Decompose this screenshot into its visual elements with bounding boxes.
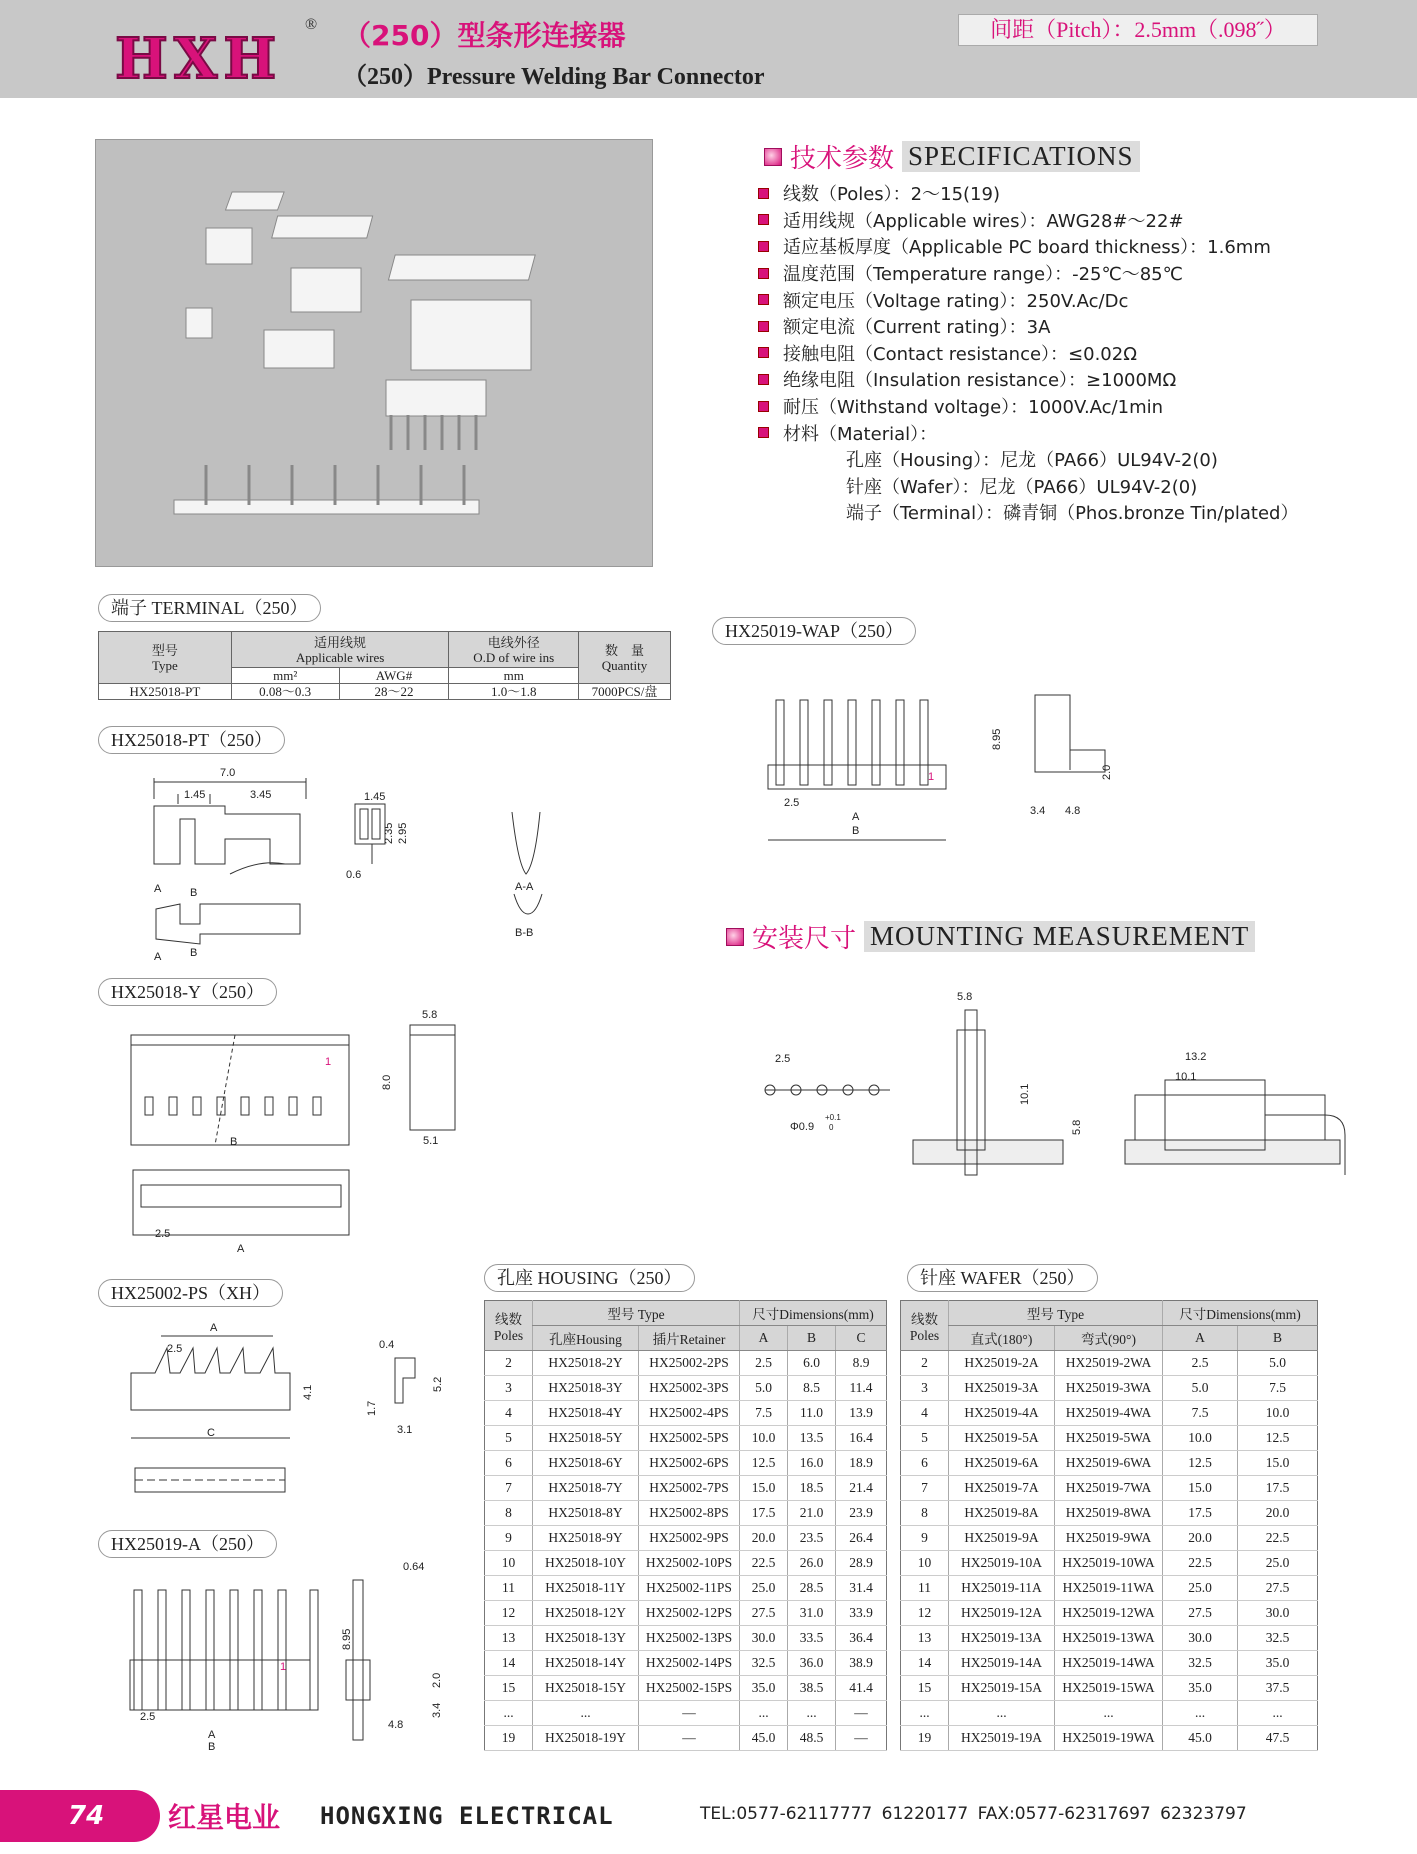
terminal-label: 端子 TERMINAL（250） xyxy=(98,594,321,622)
table-row: 5 HX25019-5A HX25019-5WA 10.0 12.5 xyxy=(901,1426,1318,1451)
table-row: 12 HX25018-12Y HX25002-12PS 27.5 31.0 33.9 xyxy=(485,1601,887,1626)
table-row: ... ... — ... ... — xyxy=(485,1701,887,1726)
pitch-badge: 间距（Pitch）：2.5mm（.098˝） xyxy=(958,14,1318,46)
table-row: 3 HX25018-3Y HX25002-3PS 5.0 8.5 11.4 xyxy=(485,1376,887,1401)
svg-text:A: A xyxy=(210,1322,218,1334)
wap-label: HX25019-WAP（250） xyxy=(712,617,916,645)
bullet-icon xyxy=(726,928,744,946)
svg-text:A: A xyxy=(154,883,162,895)
housing-table: 线数 Poles 型号 Type 尺寸Dimensions(mm) 孔座Housing 插片Retainer A B C 2 HX25018-2Y HX25002-2PS 2.5 6.0 8.9 3 HX25018-3Y HX25002-3PS 5.0 8.5 11.4 4 HX25018-4Y HX25002-4PS 7.5 11.0 13.9 5 HX25018-5Y HX25002-5PS 10.0 13.5 16.4 6 HX25018-6Y HX25002-6PS 12.5 16.0 18.9 7 HX25018-7Y HX25002-7PS 15.0 18.5 21.4 8 HX25018-8Y HX25002-8PS 17.5 21.0 23.9 9 HX25018-9Y HX25002-9PS 20.0 23.5 26.4 10 HX25018-10Y HX25002-10PS 22.5 26.0 28.9 11 HX25018-11Y HX25002-11PS 25.0 28.5 31.4 12 HX25018-12Y HX25002-12PS 27.5 31.0 33.9 13 HX25018-13Y HX25002-13PS 30.0 33.5 36.4 14 HX25018-14Y HX25002-14PS 32.5 36.0 38.9 15 HX25018-15Y HX25002-15PS 35.0 38.5 41.4 ... ... — ... ... — 19 HX25018-19Y — 45.0 48.5 — xyxy=(484,1300,887,1751)
svg-text:10.1: 10.1 xyxy=(1019,1083,1031,1105)
table-row: HX25018-PT 0.08～0.3 28～22 1.0～1.8 7000PCS/盘 xyxy=(99,684,671,700)
svg-text:7.0: 7.0 xyxy=(220,767,236,779)
spec-row: 额定电流（Current rating）：3A xyxy=(758,313,1298,340)
table-row: 2 HX25018-2Y HX25002-2PS 2.5 6.0 8.9 xyxy=(485,1351,887,1376)
specs-heading xyxy=(764,138,1140,175)
spec-row: 绝缘电阻（Insulation resistance）：≥1000MΩ xyxy=(758,366,1298,393)
table-row: 19 HX25019-19A HX25019-19WA 45.0 47.5 xyxy=(901,1726,1318,1751)
svg-text:8.95: 8.95 xyxy=(341,1628,353,1650)
svg-text:5.8: 5.8 xyxy=(1071,1119,1083,1135)
svg-text:B: B xyxy=(208,1741,216,1753)
footer-contact: TEL:0577-62117777 61220177 FAX:0577-62317697 62323797 xyxy=(700,1804,1247,1824)
table-row: 9 HX25019-9A HX25019-9WA 20.0 22.5 xyxy=(901,1526,1318,1551)
table-row: 3 HX25019-3A HX25019-3WA 5.0 7.5 xyxy=(901,1376,1318,1401)
table-row: 11 HX25019-11A HX25019-11WA 25.0 27.5 xyxy=(901,1576,1318,1601)
ps-label: HX25002-PS（XH） xyxy=(98,1279,283,1307)
svg-text:+0.1: +0.1 xyxy=(825,1113,841,1122)
spec-row: 接触电阻（Contact resistance）：≤0.02Ω xyxy=(758,340,1298,367)
svg-text:B: B xyxy=(852,825,860,837)
svg-text:C: C xyxy=(207,1427,215,1439)
pt-terminal-drawing xyxy=(140,764,580,964)
table-row: 10 HX25019-10A HX25019-10WA 22.5 25.0 xyxy=(901,1551,1318,1576)
bullet-icon xyxy=(758,401,769,412)
specs-heading-en: SPECIFICATIONS xyxy=(902,141,1140,172)
table-row: 7 HX25019-7A HX25019-7WA 15.0 17.5 xyxy=(901,1476,1318,1501)
spec-row: 温度范围（Temperature range）：-25℃～85℃ xyxy=(758,260,1298,287)
svg-text:3.4: 3.4 xyxy=(431,1702,443,1718)
svg-text:0: 0 xyxy=(829,1123,834,1132)
a-wafer-drawing xyxy=(120,1560,460,1760)
mounting-heading xyxy=(726,918,1255,955)
mounting-heading-en: MOUNTING MEASUREMENT xyxy=(864,921,1255,952)
bullet-icon xyxy=(758,427,769,438)
svg-text:3.4: 3.4 xyxy=(1030,805,1046,817)
svg-text:3.45: 3.45 xyxy=(250,789,272,801)
spec-row: 适用线规（Applicable wires）：AWG28#～22# xyxy=(758,207,1298,234)
svg-text:4.1: 4.1 xyxy=(302,1384,314,1400)
svg-text:8.0: 8.0 xyxy=(381,1074,393,1090)
table-row: 6 HX25018-6Y HX25002-6PS 12.5 16.0 18.9 xyxy=(485,1451,887,1476)
bullet-icon xyxy=(764,148,782,166)
svg-text:A: A xyxy=(208,1729,216,1741)
svg-text:5.8: 5.8 xyxy=(957,991,973,1003)
svg-text:4.8: 4.8 xyxy=(388,1719,404,1731)
spec-material-row: 针座（Wafer）：尼龙（PA66）UL94V-2(0) xyxy=(846,476,1198,498)
page-title-cn: （250）型条形连接器 xyxy=(343,19,626,52)
table-row: 9 HX25018-9Y HX25002-9PS 20.0 23.5 26.4 xyxy=(485,1526,887,1551)
wafer-table: 线数 Poles 型号 Type 尺寸Dimensions(mm) 直式(180°) 弯式(90°) A B 2 HX25019-2A HX25019-2WA 2.5 5.0 3 HX25019-3A HX25019-3WA 5.0 7.5 4 HX25019-4A HX25019-4WA 7.5 10.0 5 HX25019-5A HX25019-5WA 10.0 12.5 6 HX25019-6A HX25019-6WA 12.5 15.0 7 HX25019-7A HX25019-7WA 15.0 17.5 8 HX25019-8A HX25019-8WA 17.5 20.0 9 HX25019-9A HX25019-9WA 20.0 22.5 10 HX25019-10A HX25019-10WA 22.5 25.0 11 HX25019-11A HX25019-11WA 25.0 27.5 12 HX25019-12A HX25019-12WA 27.5 30.0 13 HX25019-13A HX25019-13WA 30.0 32.5 14 HX25019-14A HX25019-14WA 32.5 35.0 15 HX25019-15A HX25019-15WA 35.0 37.5 ... ... ... ... ... 19 HX25019-19A HX25019-19WA 45.0 47.5 xyxy=(900,1300,1318,1751)
bullet-icon xyxy=(758,294,769,305)
spec-material-row: 孔座（Housing）：尼龙（PA66）UL94V-2(0) xyxy=(846,450,1218,472)
table-row: 10 HX25018-10Y HX25002-10PS 22.5 26.0 28.9 xyxy=(485,1551,887,1576)
svg-text:2.0: 2.0 xyxy=(431,1672,443,1688)
svg-text:1: 1 xyxy=(280,1661,287,1673)
page-header xyxy=(0,0,1417,98)
y-housing-drawing xyxy=(125,1005,485,1255)
svg-text:2.5: 2.5 xyxy=(775,1053,791,1065)
table-row: 19 HX25018-19Y — 45.0 48.5 — xyxy=(485,1726,887,1751)
terminal-table: 型号 Type 适用线规 Applicable wires 电线外径 O.D of wire ins 数 量 Quantity mm² AWG# mm HX25018-PT 0.08～0.3 28～22 1.0～1.8 7000PCS/盘 xyxy=(98,631,671,700)
svg-text:1.45: 1.45 xyxy=(184,789,206,801)
table-row: 7 HX25018-7Y HX25002-7PS 15.0 18.5 21.4 xyxy=(485,1476,887,1501)
svg-text:0.6: 0.6 xyxy=(346,869,362,881)
page-number: 74 xyxy=(0,1790,160,1842)
svg-text:B-B: B-B xyxy=(515,927,534,939)
svg-text:2.35: 2.35 xyxy=(383,822,395,844)
specs-heading-cn: 技术参数 xyxy=(790,144,895,174)
svg-text:2.95: 2.95 xyxy=(397,822,409,844)
svg-text:8.95: 8.95 xyxy=(991,728,1003,750)
wafer-label: 针座 WAFER（250） xyxy=(907,1264,1098,1292)
table-row: 13 HX25018-13Y HX25002-13PS 30.0 33.5 36.4 xyxy=(485,1626,887,1651)
a-label: HX25019-A（250） xyxy=(98,1530,277,1558)
svg-text:1.45: 1.45 xyxy=(364,791,386,803)
svg-text:A-A: A-A xyxy=(515,881,534,893)
bullet-icon xyxy=(758,374,769,385)
table-row: 14 HX25018-14Y HX25002-14PS 32.5 36.0 38.9 xyxy=(485,1651,887,1676)
svg-text:0.4: 0.4 xyxy=(379,1339,395,1351)
table-row: 6 HX25019-6A HX25019-6WA 12.5 15.0 xyxy=(901,1451,1318,1476)
footer-brand-cn: 红星电业 xyxy=(168,1801,281,1834)
spec-row: 线数（Poles）：2～15(19) xyxy=(758,180,1298,207)
table-row: ... ... ... ... ... xyxy=(901,1701,1318,1726)
svg-text:2.0: 2.0 xyxy=(1101,764,1113,780)
table-row: 12 HX25019-12A HX25019-12WA 27.5 30.0 xyxy=(901,1601,1318,1626)
bullet-icon xyxy=(758,188,769,199)
svg-text:13.2: 13.2 xyxy=(1185,1051,1207,1063)
svg-text:3.1: 3.1 xyxy=(397,1424,413,1436)
table-row: 11 HX25018-11Y HX25002-11PS 25.0 28.5 31.4 xyxy=(485,1576,887,1601)
wap-wafer-drawing xyxy=(760,690,1140,850)
bullet-icon xyxy=(758,268,769,279)
specs-list xyxy=(758,180,1298,526)
table-row: 5 HX25018-5Y HX25002-5PS 10.0 13.5 16.4 xyxy=(485,1426,887,1451)
svg-text:B: B xyxy=(190,887,198,899)
bullet-icon xyxy=(758,241,769,252)
svg-text:2.5: 2.5 xyxy=(140,1711,156,1723)
bullet-icon xyxy=(758,321,769,332)
svg-text:2.5: 2.5 xyxy=(167,1343,183,1355)
spec-material-row: 端子（Terminal）：磷青铜（Phos.bronze Tin/plated） xyxy=(846,503,1299,525)
table-row: 4 HX25018-4Y HX25002-4PS 7.5 11.0 13.9 xyxy=(485,1401,887,1426)
brand-logo: HXH xyxy=(115,26,283,92)
page-footer xyxy=(0,1790,1417,1854)
table-row: 15 HX25019-15A HX25019-15WA 35.0 37.5 xyxy=(901,1676,1318,1701)
spec-row: 额定电压（Voltage rating）：250V.Ac/Dc xyxy=(758,286,1298,313)
registered-mark: ® xyxy=(305,16,318,33)
page-title-en: （250）Pressure Welding Bar Connector xyxy=(343,64,765,90)
footer-brand-en: HONGXING ELECTRICAL xyxy=(320,1802,614,1830)
bullet-icon xyxy=(758,214,769,225)
svg-text:5.8: 5.8 xyxy=(422,1009,438,1021)
spec-row: 材料（Material）： xyxy=(758,419,1298,446)
mounting-drawing xyxy=(745,990,1405,1190)
svg-text:B: B xyxy=(230,1136,238,1148)
table-row: 8 HX25019-8A HX25019-8WA 17.5 20.0 xyxy=(901,1501,1318,1526)
table-row: 14 HX25019-14A HX25019-14WA 32.5 35.0 xyxy=(901,1651,1318,1676)
bullet-icon xyxy=(758,347,769,358)
table-row: 8 HX25018-8Y HX25002-8PS 17.5 21.0 23.9 xyxy=(485,1501,887,1526)
pt-label: HX25018-PT（250） xyxy=(98,726,285,754)
svg-text:5.1: 5.1 xyxy=(423,1135,439,1147)
svg-text:A: A xyxy=(852,811,860,823)
svg-text:5.2: 5.2 xyxy=(432,1376,444,1392)
table-row: 13 HX25019-13A HX25019-13WA 30.0 32.5 xyxy=(901,1626,1318,1651)
mounting-heading-cn: 安装尺寸 xyxy=(752,924,857,954)
svg-text:A: A xyxy=(237,1243,245,1255)
table-row: 2 HX25019-2A HX25019-2WA 2.5 5.0 xyxy=(901,1351,1318,1376)
y-label: HX25018-Y（250） xyxy=(98,978,277,1006)
spec-row: 适应基板厚度（Applicable PC board thickness）：1.6mm xyxy=(758,233,1298,260)
svg-text:Φ0.9: Φ0.9 xyxy=(790,1121,815,1133)
svg-text:A: A xyxy=(154,951,162,963)
product-photo xyxy=(95,139,653,567)
svg-text:2.5: 2.5 xyxy=(155,1228,171,1240)
svg-text:1.7: 1.7 xyxy=(366,1400,378,1416)
product-photo-illustration xyxy=(96,140,653,567)
housing-label: 孔座 HOUSING（250） xyxy=(484,1264,695,1292)
ps-retainer-drawing xyxy=(125,1318,465,1508)
svg-text:1: 1 xyxy=(928,771,935,783)
svg-text:1: 1 xyxy=(325,1056,332,1068)
table-row: 4 HX25019-4A HX25019-4WA 7.5 10.0 xyxy=(901,1401,1318,1426)
svg-text:B: B xyxy=(190,947,198,959)
svg-text:4.8: 4.8 xyxy=(1065,805,1081,817)
table-row: 15 HX25018-15Y HX25002-15PS 35.0 38.5 41.4 xyxy=(485,1676,887,1701)
svg-text:10.1: 10.1 xyxy=(1175,1071,1197,1083)
svg-text:2.5: 2.5 xyxy=(784,797,800,809)
spec-row: 耐压（Withstand voltage）：1000V.Ac/1min xyxy=(758,393,1298,420)
svg-text:0.64: 0.64 xyxy=(403,1561,425,1573)
